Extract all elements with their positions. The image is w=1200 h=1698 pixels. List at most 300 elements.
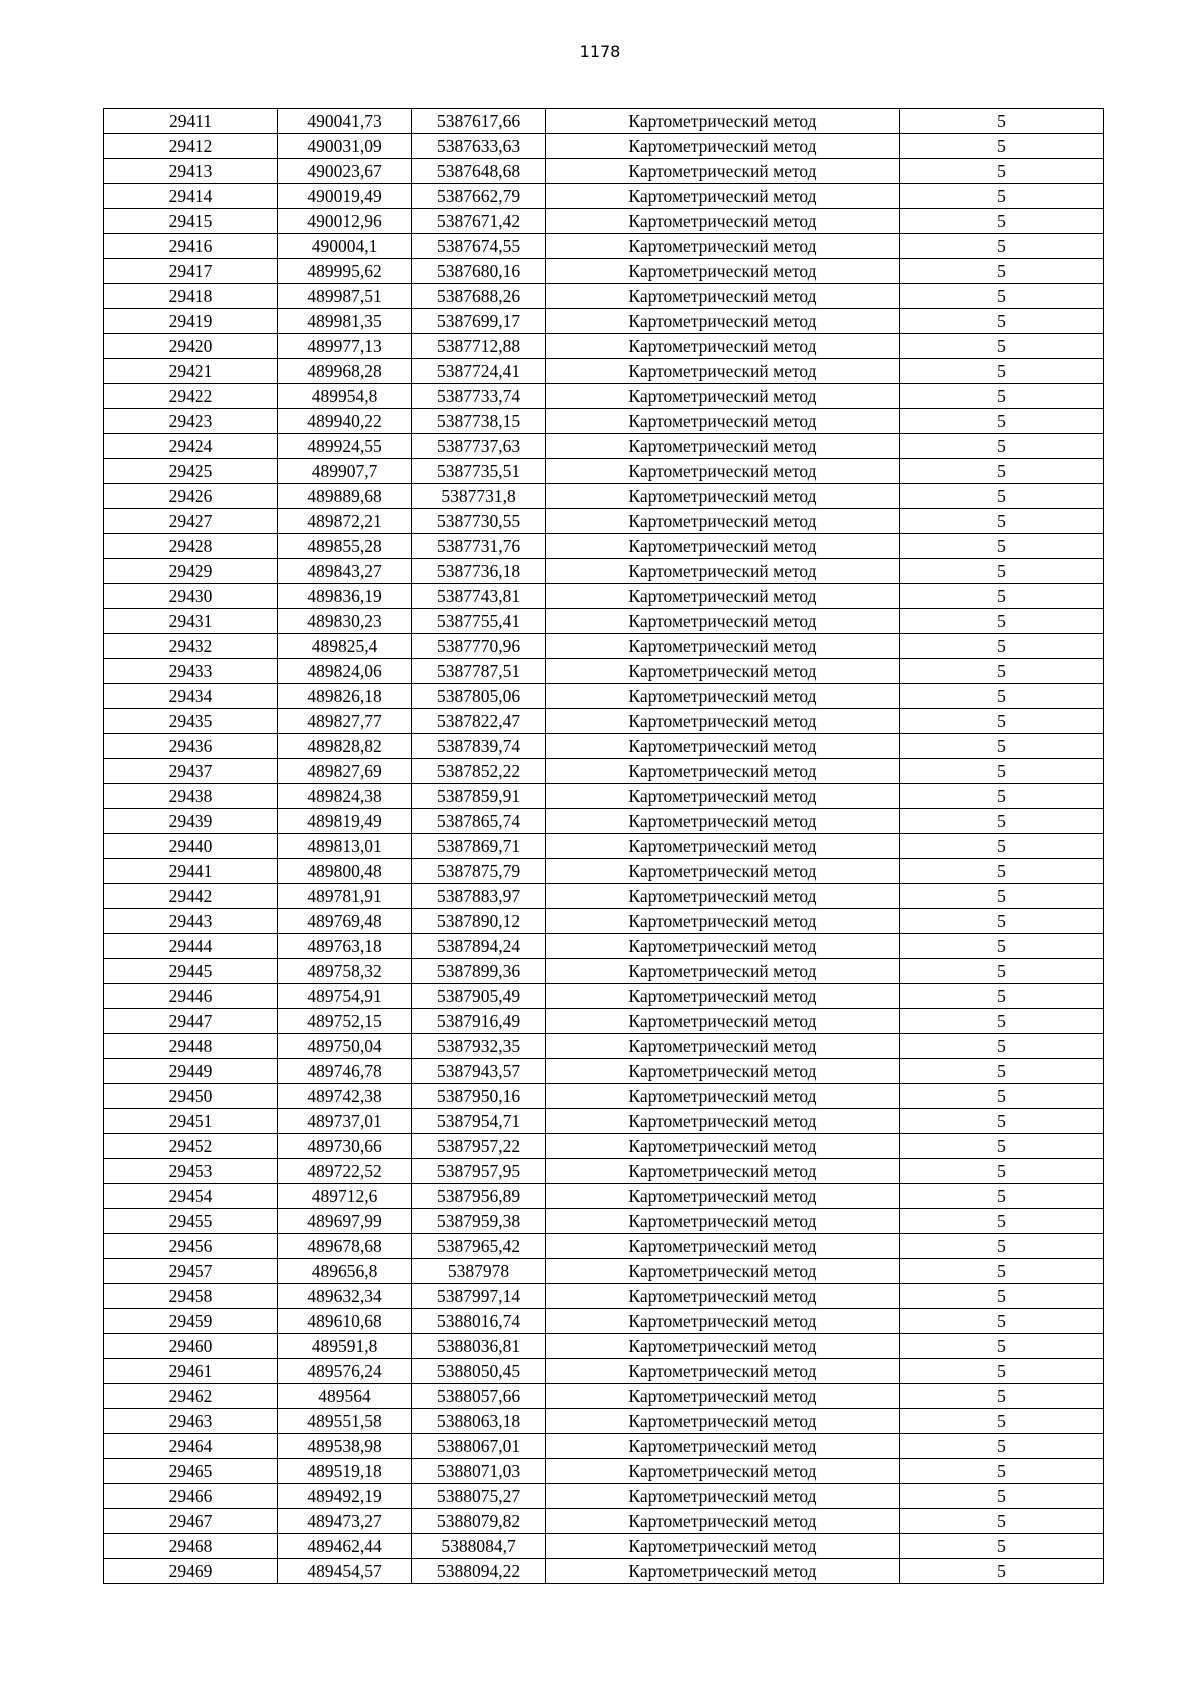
x-coordinate-cell: 489758,32 (278, 959, 412, 984)
y-coordinate-cell: 5388050,45 (412, 1359, 546, 1384)
table-row (104, 184, 1104, 209)
y-coordinate-cell: 5387770,96 (412, 634, 546, 659)
point-number-cell: 29458 (104, 1284, 278, 1309)
accuracy-cell: 5 (900, 659, 1104, 684)
point-number-cell: 29445 (104, 959, 278, 984)
x-coordinate-cell: 489750,04 (278, 1034, 412, 1059)
table-row (104, 759, 1104, 784)
table-row (104, 459, 1104, 484)
y-coordinate-cell: 5387662,79 (412, 184, 546, 209)
table-row (104, 434, 1104, 459)
accuracy-cell: 5 (900, 1034, 1104, 1059)
accuracy-cell: 5 (900, 284, 1104, 309)
table-row (104, 1334, 1104, 1359)
point-number-cell: 29427 (104, 509, 278, 534)
y-coordinate-cell: 5387731,76 (412, 534, 546, 559)
y-coordinate-cell: 5387997,14 (412, 1284, 546, 1309)
method-cell: Картометрический метод (546, 1409, 900, 1434)
y-coordinate-cell: 5388079,82 (412, 1509, 546, 1534)
y-coordinate-cell: 5387730,55 (412, 509, 546, 534)
table-row (104, 1284, 1104, 1309)
x-coordinate-cell: 489855,28 (278, 534, 412, 559)
table-row (104, 809, 1104, 834)
point-number-cell: 29416 (104, 234, 278, 259)
method-cell: Картометрический метод (546, 834, 900, 859)
table-body (104, 109, 1104, 1584)
table-row (104, 109, 1104, 134)
y-coordinate-cell: 5388063,18 (412, 1409, 546, 1434)
method-cell: Картометрический метод (546, 1009, 900, 1034)
x-coordinate-cell: 489819,49 (278, 809, 412, 834)
x-coordinate-cell: 489576,24 (278, 1359, 412, 1384)
method-cell: Картометрический метод (546, 1234, 900, 1259)
point-number-cell: 29457 (104, 1259, 278, 1284)
accuracy-cell: 5 (900, 559, 1104, 584)
accuracy-cell: 5 (900, 234, 1104, 259)
method-cell: Картометрический метод (546, 1509, 900, 1534)
y-coordinate-cell: 5387735,51 (412, 459, 546, 484)
method-cell: Картометрический метод (546, 284, 900, 309)
accuracy-cell: 5 (900, 459, 1104, 484)
method-cell: Картометрический метод (546, 1484, 900, 1509)
x-coordinate-cell: 489781,91 (278, 884, 412, 909)
method-cell: Картометрический метод (546, 1134, 900, 1159)
method-cell: Картометрический метод (546, 184, 900, 209)
table-row (104, 659, 1104, 684)
table-row (104, 1434, 1104, 1459)
accuracy-cell: 5 (900, 1309, 1104, 1334)
x-coordinate-cell: 489454,57 (278, 1559, 412, 1584)
accuracy-cell: 5 (900, 1184, 1104, 1209)
method-cell: Картометрический метод (546, 1384, 900, 1409)
accuracy-cell: 5 (900, 909, 1104, 934)
x-coordinate-cell: 490019,49 (278, 184, 412, 209)
x-coordinate-cell: 489519,18 (278, 1459, 412, 1484)
table-row (104, 1084, 1104, 1109)
method-cell: Картометрический метод (546, 359, 900, 384)
table-row (104, 1009, 1104, 1034)
method-cell: Картометрический метод (546, 1159, 900, 1184)
method-cell: Картометрический метод (546, 259, 900, 284)
point-number-cell: 29449 (104, 1059, 278, 1084)
y-coordinate-cell: 5388057,66 (412, 1384, 546, 1409)
accuracy-cell: 5 (900, 1159, 1104, 1184)
point-number-cell: 29462 (104, 1384, 278, 1409)
y-coordinate-cell: 5387956,89 (412, 1184, 546, 1209)
method-cell: Картометрический метод (546, 1334, 900, 1359)
x-coordinate-cell: 489954,8 (278, 384, 412, 409)
point-number-cell: 29452 (104, 1134, 278, 1159)
x-coordinate-cell: 489697,99 (278, 1209, 412, 1234)
method-cell: Картометрический метод (546, 234, 900, 259)
point-number-cell: 29429 (104, 559, 278, 584)
x-coordinate-cell: 489987,51 (278, 284, 412, 309)
x-coordinate-cell: 489473,27 (278, 1509, 412, 1534)
method-cell: Картометрический метод (546, 334, 900, 359)
x-coordinate-cell: 489907,7 (278, 459, 412, 484)
point-number-cell: 29448 (104, 1034, 278, 1059)
point-number-cell: 29455 (104, 1209, 278, 1234)
accuracy-cell: 5 (900, 134, 1104, 159)
method-cell: Картометрический метод (546, 859, 900, 884)
y-coordinate-cell: 5387883,97 (412, 884, 546, 909)
accuracy-cell: 5 (900, 1359, 1104, 1384)
x-coordinate-cell: 490031,09 (278, 134, 412, 159)
table-row (104, 1234, 1104, 1259)
y-coordinate-cell: 5387859,91 (412, 784, 546, 809)
accuracy-cell: 5 (900, 859, 1104, 884)
point-number-cell: 29456 (104, 1234, 278, 1259)
point-number-cell: 29446 (104, 984, 278, 1009)
point-number-cell: 29434 (104, 684, 278, 709)
accuracy-cell: 5 (900, 434, 1104, 459)
y-coordinate-cell: 5387916,49 (412, 1009, 546, 1034)
point-number-cell: 29459 (104, 1309, 278, 1334)
accuracy-cell: 5 (900, 1284, 1104, 1309)
point-number-cell: 29436 (104, 734, 278, 759)
table-row (104, 959, 1104, 984)
accuracy-cell: 5 (900, 1409, 1104, 1434)
x-coordinate-cell: 489828,82 (278, 734, 412, 759)
method-cell: Картометрический метод (546, 1359, 900, 1384)
x-coordinate-cell: 489824,38 (278, 784, 412, 809)
table-row (104, 1134, 1104, 1159)
y-coordinate-cell: 5387869,71 (412, 834, 546, 859)
method-cell: Картометрический метод (546, 1059, 900, 1084)
table-row (104, 559, 1104, 584)
point-number-cell: 29442 (104, 884, 278, 909)
x-coordinate-cell: 489825,4 (278, 634, 412, 659)
accuracy-cell: 5 (900, 1434, 1104, 1459)
accuracy-cell: 5 (900, 534, 1104, 559)
method-cell: Картометрический метод (546, 484, 900, 509)
point-number-cell: 29420 (104, 334, 278, 359)
table-row (104, 709, 1104, 734)
y-coordinate-cell: 5387805,06 (412, 684, 546, 709)
x-coordinate-cell: 489632,34 (278, 1284, 412, 1309)
method-cell: Картометрический метод (546, 134, 900, 159)
table-row (104, 1159, 1104, 1184)
accuracy-cell: 5 (900, 959, 1104, 984)
method-cell: Картометрический метод (546, 434, 900, 459)
table-row (104, 209, 1104, 234)
y-coordinate-cell: 5387617,66 (412, 109, 546, 134)
point-number-cell: 29466 (104, 1484, 278, 1509)
accuracy-cell: 5 (900, 509, 1104, 534)
x-coordinate-cell: 489826,18 (278, 684, 412, 709)
accuracy-cell: 5 (900, 784, 1104, 809)
table-row (104, 1459, 1104, 1484)
x-coordinate-cell: 489940,22 (278, 409, 412, 434)
point-number-cell: 29439 (104, 809, 278, 834)
y-coordinate-cell: 5387738,15 (412, 409, 546, 434)
accuracy-cell: 5 (900, 1384, 1104, 1409)
point-number-cell: 29438 (104, 784, 278, 809)
point-number-cell: 29465 (104, 1459, 278, 1484)
point-number-cell: 29426 (104, 484, 278, 509)
y-coordinate-cell: 5387905,49 (412, 984, 546, 1009)
x-coordinate-cell: 489730,66 (278, 1134, 412, 1159)
table-row (104, 359, 1104, 384)
y-coordinate-cell: 5388071,03 (412, 1459, 546, 1484)
y-coordinate-cell: 5387943,57 (412, 1059, 546, 1084)
point-number-cell: 29417 (104, 259, 278, 284)
y-coordinate-cell: 5387957,22 (412, 1134, 546, 1159)
accuracy-cell: 5 (900, 1009, 1104, 1034)
accuracy-cell: 5 (900, 1459, 1104, 1484)
accuracy-cell: 5 (900, 1334, 1104, 1359)
method-cell: Картометрический метод (546, 109, 900, 134)
point-number-cell: 29430 (104, 584, 278, 609)
x-coordinate-cell: 489763,18 (278, 934, 412, 959)
table-row (104, 284, 1104, 309)
table-row (104, 509, 1104, 534)
table-row (104, 1509, 1104, 1534)
table-row (104, 934, 1104, 959)
point-number-cell: 29450 (104, 1084, 278, 1109)
method-cell: Картометрический метод (546, 934, 900, 959)
x-coordinate-cell: 489968,28 (278, 359, 412, 384)
y-coordinate-cell: 5387954,71 (412, 1109, 546, 1134)
page-number: 1178 (579, 42, 621, 61)
x-coordinate-cell: 489610,68 (278, 1309, 412, 1334)
method-cell: Картометрический метод (546, 459, 900, 484)
point-number-cell: 29428 (104, 534, 278, 559)
point-number-cell: 29424 (104, 434, 278, 459)
point-number-cell: 29414 (104, 184, 278, 209)
method-cell: Картометрический метод (546, 1084, 900, 1109)
point-number-cell: 29467 (104, 1509, 278, 1534)
table-row (104, 484, 1104, 509)
y-coordinate-cell: 5387852,22 (412, 759, 546, 784)
x-coordinate-cell: 490023,67 (278, 159, 412, 184)
point-number-cell: 29444 (104, 934, 278, 959)
method-cell: Картометрический метод (546, 1309, 900, 1334)
accuracy-cell: 5 (900, 1559, 1104, 1584)
method-cell: Картометрический метод (546, 159, 900, 184)
y-coordinate-cell: 5387755,41 (412, 609, 546, 634)
point-number-cell: 29441 (104, 859, 278, 884)
accuracy-cell: 5 (900, 834, 1104, 859)
point-number-cell: 29454 (104, 1184, 278, 1209)
accuracy-cell: 5 (900, 684, 1104, 709)
method-cell: Картометрический метод (546, 984, 900, 1009)
y-coordinate-cell: 5387674,55 (412, 234, 546, 259)
method-cell: Картометрический метод (546, 759, 900, 784)
accuracy-cell: 5 (900, 359, 1104, 384)
table-row (104, 859, 1104, 884)
point-number-cell: 29418 (104, 284, 278, 309)
table-row (104, 584, 1104, 609)
method-cell: Картометрический метод (546, 809, 900, 834)
method-cell: Картометрический метод (546, 559, 900, 584)
accuracy-cell: 5 (900, 1534, 1104, 1559)
accuracy-cell: 5 (900, 484, 1104, 509)
y-coordinate-cell: 5387736,18 (412, 559, 546, 584)
x-coordinate-cell: 489746,78 (278, 1059, 412, 1084)
table-row (104, 1534, 1104, 1559)
method-cell: Картометрический метод (546, 1459, 900, 1484)
method-cell: Картометрический метод (546, 1434, 900, 1459)
point-number-cell: 29413 (104, 159, 278, 184)
y-coordinate-cell: 5387712,88 (412, 334, 546, 359)
accuracy-cell: 5 (900, 209, 1104, 234)
table-row (104, 134, 1104, 159)
x-coordinate-cell: 489889,68 (278, 484, 412, 509)
accuracy-cell: 5 (900, 1259, 1104, 1284)
y-coordinate-cell: 5387648,68 (412, 159, 546, 184)
point-number-cell: 29451 (104, 1109, 278, 1134)
method-cell: Картометрический метод (546, 1259, 900, 1284)
x-coordinate-cell: 490041,73 (278, 109, 412, 134)
x-coordinate-cell: 489800,48 (278, 859, 412, 884)
table-row (104, 884, 1104, 909)
accuracy-cell: 5 (900, 384, 1104, 409)
x-coordinate-cell: 489656,8 (278, 1259, 412, 1284)
table-row (104, 534, 1104, 559)
y-coordinate-cell: 5387965,42 (412, 1234, 546, 1259)
y-coordinate-cell: 5387957,95 (412, 1159, 546, 1184)
table-row (104, 609, 1104, 634)
y-coordinate-cell: 5387680,16 (412, 259, 546, 284)
y-coordinate-cell: 5387731,8 (412, 484, 546, 509)
method-cell: Картометрический метод (546, 1109, 900, 1134)
x-coordinate-cell: 489813,01 (278, 834, 412, 859)
x-coordinate-cell: 489752,15 (278, 1009, 412, 1034)
point-number-cell: 29435 (104, 709, 278, 734)
point-number-cell: 29431 (104, 609, 278, 634)
x-coordinate-cell: 489742,38 (278, 1084, 412, 1109)
table-row (104, 684, 1104, 709)
x-coordinate-cell: 489564 (278, 1384, 412, 1409)
y-coordinate-cell: 5387899,36 (412, 959, 546, 984)
y-coordinate-cell: 5387724,41 (412, 359, 546, 384)
accuracy-cell: 5 (900, 584, 1104, 609)
method-cell: Картометрический метод (546, 1284, 900, 1309)
table-row (104, 1109, 1104, 1134)
x-coordinate-cell: 489872,21 (278, 509, 412, 534)
table-row (104, 784, 1104, 809)
x-coordinate-cell: 489769,48 (278, 909, 412, 934)
y-coordinate-cell: 5387875,79 (412, 859, 546, 884)
y-coordinate-cell: 5388084,7 (412, 1534, 546, 1559)
point-number-cell: 29437 (104, 759, 278, 784)
x-coordinate-cell: 489830,23 (278, 609, 412, 634)
y-coordinate-cell: 5387978 (412, 1259, 546, 1284)
x-coordinate-cell: 489827,77 (278, 709, 412, 734)
accuracy-cell: 5 (900, 934, 1104, 959)
x-coordinate-cell: 489843,27 (278, 559, 412, 584)
accuracy-cell: 5 (900, 984, 1104, 1009)
accuracy-cell: 5 (900, 1059, 1104, 1084)
table-row (104, 834, 1104, 859)
method-cell: Картометрический метод (546, 1559, 900, 1584)
x-coordinate-cell: 489836,19 (278, 584, 412, 609)
accuracy-cell: 5 (900, 884, 1104, 909)
point-number-cell: 29411 (104, 109, 278, 134)
y-coordinate-cell: 5387894,24 (412, 934, 546, 959)
coordinates-table (103, 108, 1104, 1584)
table-row (104, 259, 1104, 284)
accuracy-cell: 5 (900, 634, 1104, 659)
point-number-cell: 29412 (104, 134, 278, 159)
table-row (104, 984, 1104, 1009)
y-coordinate-cell: 5387839,74 (412, 734, 546, 759)
y-coordinate-cell: 5388075,27 (412, 1484, 546, 1509)
y-coordinate-cell: 5387890,12 (412, 909, 546, 934)
point-number-cell: 29419 (104, 309, 278, 334)
table-row (104, 1484, 1104, 1509)
accuracy-cell: 5 (900, 1234, 1104, 1259)
y-coordinate-cell: 5387865,74 (412, 809, 546, 834)
y-coordinate-cell: 5387959,38 (412, 1209, 546, 1234)
table-row (104, 1034, 1104, 1059)
y-coordinate-cell: 5387733,74 (412, 384, 546, 409)
accuracy-cell: 5 (900, 259, 1104, 284)
y-coordinate-cell: 5387737,63 (412, 434, 546, 459)
y-coordinate-cell: 5387688,26 (412, 284, 546, 309)
point-number-cell: 29464 (104, 1434, 278, 1459)
x-coordinate-cell: 489827,69 (278, 759, 412, 784)
y-coordinate-cell: 5387950,16 (412, 1084, 546, 1109)
method-cell: Картометрический метод (546, 534, 900, 559)
method-cell: Картометрический метод (546, 209, 900, 234)
x-coordinate-cell: 489737,01 (278, 1109, 412, 1134)
y-coordinate-cell: 5387932,35 (412, 1034, 546, 1059)
accuracy-cell: 5 (900, 709, 1104, 734)
point-number-cell: 29440 (104, 834, 278, 859)
method-cell: Картометрический метод (546, 734, 900, 759)
accuracy-cell: 5 (900, 1484, 1104, 1509)
point-number-cell: 29447 (104, 1009, 278, 1034)
method-cell: Картометрический метод (546, 784, 900, 809)
y-coordinate-cell: 5388067,01 (412, 1434, 546, 1459)
x-coordinate-cell: 489981,35 (278, 309, 412, 334)
x-coordinate-cell: 489924,55 (278, 434, 412, 459)
point-number-cell: 29425 (104, 459, 278, 484)
point-number-cell: 29469 (104, 1559, 278, 1584)
method-cell: Картометрический метод (546, 509, 900, 534)
table-row (104, 234, 1104, 259)
accuracy-cell: 5 (900, 1134, 1104, 1159)
y-coordinate-cell: 5387633,63 (412, 134, 546, 159)
method-cell: Картометрический метод (546, 884, 900, 909)
table-row (104, 634, 1104, 659)
method-cell: Картометрический метод (546, 909, 900, 934)
x-coordinate-cell: 490004,1 (278, 234, 412, 259)
method-cell: Картометрический метод (546, 384, 900, 409)
table-row (104, 1409, 1104, 1434)
y-coordinate-cell: 5387743,81 (412, 584, 546, 609)
accuracy-cell: 5 (900, 609, 1104, 634)
method-cell: Картометрический метод (546, 1184, 900, 1209)
y-coordinate-cell: 5387787,51 (412, 659, 546, 684)
x-coordinate-cell: 489977,13 (278, 334, 412, 359)
accuracy-cell: 5 (900, 1209, 1104, 1234)
table-row (104, 1359, 1104, 1384)
x-coordinate-cell: 489995,62 (278, 259, 412, 284)
accuracy-cell: 5 (900, 759, 1104, 784)
accuracy-cell: 5 (900, 1084, 1104, 1109)
point-number-cell: 29421 (104, 359, 278, 384)
table-row (104, 1059, 1104, 1084)
y-coordinate-cell: 5387822,47 (412, 709, 546, 734)
table-row (104, 1559, 1104, 1584)
y-coordinate-cell: 5388016,74 (412, 1309, 546, 1334)
table-row (104, 334, 1104, 359)
method-cell: Картометрический метод (546, 634, 900, 659)
method-cell: Картометрический метод (546, 309, 900, 334)
